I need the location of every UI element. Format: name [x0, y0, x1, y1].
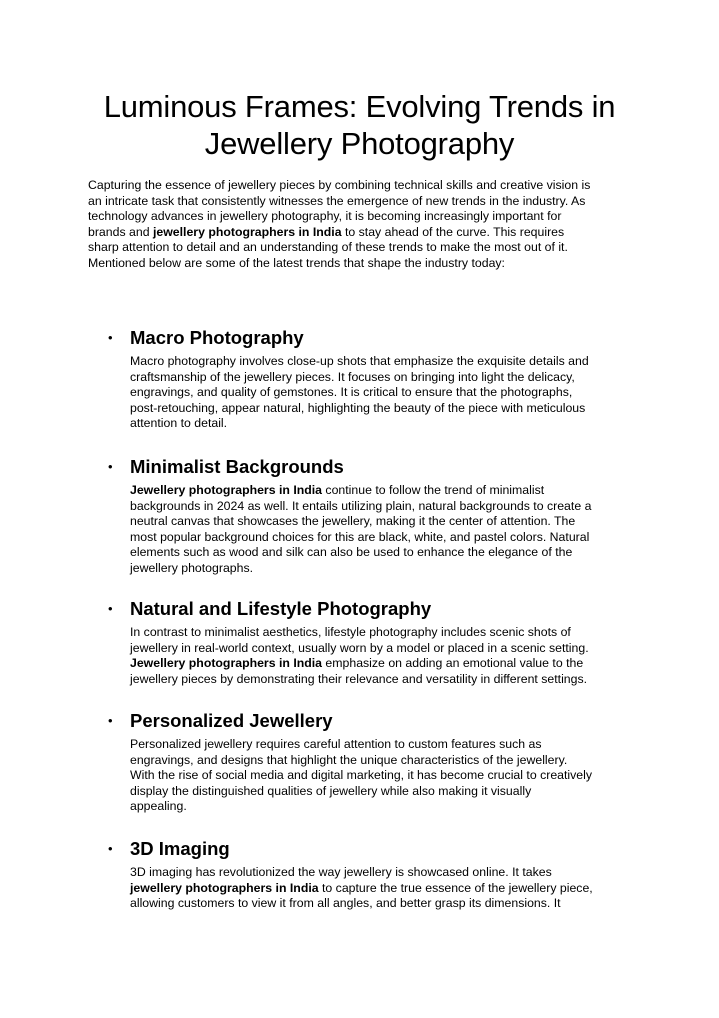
text-line: sharp attention to detail and an understanding of these trends to make the most out of it.	[88, 240, 568, 255]
intro-paragraph	[88, 178, 648, 272]
bold-keyword: Jewellery photographers in India	[130, 483, 323, 497]
section-body	[130, 354, 589, 432]
text-line: jewellery in real-world context, usually worn by a model or placed in a scenic setting.	[130, 640, 589, 655]
bullet-icon: •	[108, 459, 113, 474]
bold-keyword: jewellery photographers in India	[130, 880, 319, 895]
section-body	[130, 865, 593, 912]
text-line: most popular background choices for this are black, white, and pastel colors. Natural	[130, 529, 590, 544]
text-line: Mentioned below are some of the latest trends that shape the industry today:	[88, 255, 505, 270]
text-line: appealing.	[130, 799, 187, 814]
text-line: jewellery pieces by demonstrating their relevance and versatility in different settings.	[130, 671, 588, 686]
section-heading: Natural and Lifestyle Photography	[130, 598, 432, 619]
text-line: Jewellery photographers in India emphasize on adding an emotional value to the	[130, 656, 584, 671]
text-line: With the rise of social media and digital marketing, it has become crucial to creatively	[130, 768, 593, 783]
text-line: elements such as wood and silk can also be used to enhance the elegance of the	[130, 545, 573, 560]
bold-keyword: jewellery photographers in India	[152, 224, 342, 239]
text-line: craftsmanship of the jewellery pieces. It focuses on bringing into light the delicacy,	[130, 369, 575, 384]
text-line: attention to detail.	[130, 416, 228, 431]
text-line: Macro photography involves close-up shots that emphasize the exquisite details and	[130, 354, 589, 368]
section-body	[130, 737, 592, 815]
text-line: Jewellery photographers in India continue to follow the trend of minimalist	[130, 483, 545, 497]
bullet-icon: •	[108, 601, 113, 616]
title-line: Luminous Frames: Evolving Trends in	[103, 89, 616, 124]
section-body	[130, 483, 591, 577]
section-heading: Minimalist Backgrounds	[130, 456, 344, 477]
section-body	[130, 625, 589, 687]
text-line: allowing customers to view it from all angles, and better grasp its dimensions. It	[130, 896, 561, 911]
text-line: technology advances in jewellery photography, it is becoming increasingly important for	[88, 209, 562, 224]
text-line: display the distinguished qualities of jewellery while also making it visually	[130, 783, 532, 798]
page-title	[60, 88, 659, 162]
section-heading: Personalized Jewellery	[130, 710, 333, 731]
text-line: an intricate task that consistently witnesses the emergence of new trends in the industry. As	[88, 193, 586, 208]
bullet-icon: •	[108, 330, 113, 345]
text-line: jewellery photographs.	[130, 560, 254, 575]
title-line: Jewellery Photography	[204, 126, 515, 161]
text-line: post-retouching, appear natural, highlighting the beauty of the piece with meticulous	[130, 400, 586, 415]
text-line: neutral canvas that showcases the jewellery, making it the center of attention. The	[130, 514, 576, 529]
text-line: Personalized jewellery requires careful attention to custom features such as	[130, 737, 542, 751]
section-heading: Macro Photography	[130, 327, 304, 348]
text-line: In contrast to minimalist aesthetics, lifestyle photography includes scenic shots of	[130, 625, 571, 639]
bold-keyword: Jewellery photographers in India	[130, 656, 323, 671]
section-heading: 3D Imaging	[130, 838, 230, 859]
text-line: backgrounds in 2024 as well. It entails utilizing plain, natural backgrounds to create a	[130, 498, 592, 513]
text-line: brands and jewellery photographers in India to stay ahead of the curve. This requires	[88, 224, 565, 239]
text-line: engravings, and designs that highlight the unique characteristics of the jewellery.	[130, 752, 568, 767]
text-line: jewellery photographers in India to capture the true essence of the jewellery piece,	[130, 880, 593, 895]
text-line: engravings, and quality of gemstones. It is critical to ensure that the photographs,	[130, 385, 573, 400]
bullet-icon: •	[108, 713, 113, 728]
text-line: Capturing the essence of jewellery pieces by combining technical skills and creative vision is	[88, 178, 591, 192]
text-line: 3D imaging has revolutionized the way jewellery is showcased online. It takes	[130, 865, 552, 879]
bullet-icon: •	[108, 841, 113, 856]
